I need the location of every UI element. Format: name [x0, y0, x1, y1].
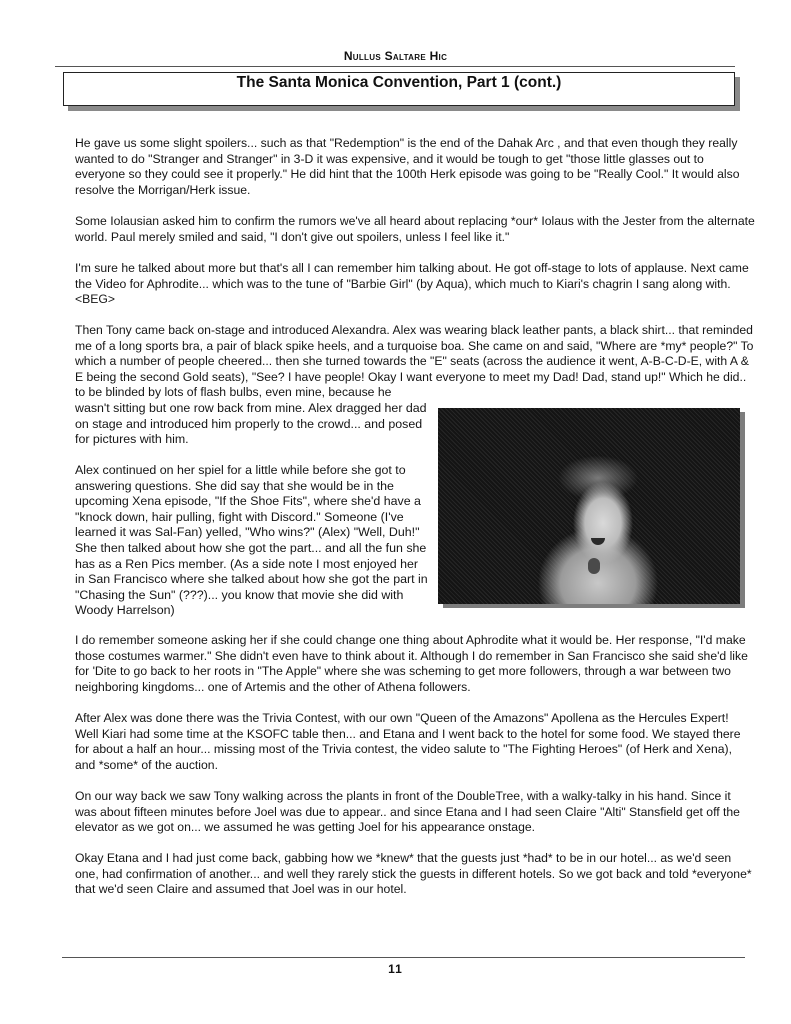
article-title: The Santa Monica Convention, Part 1 (cont.): [236, 74, 562, 91]
paragraph-spoilers: He gave us some slight spoilers... such as that "Redemption" is the end of the Dahak Arc , and that even though they really wanted to do "Stranger and Stranger" in 3-D it was expensive, and it would be tough to get "those little glasses out to everyone so they could see it properly." He did hint that the 100th Herk episode was going to be "Really Cool." It would also resolve the Morrigan/Herk issue.: [75, 136, 740, 197]
paragraph-dad: wasn't sitting but one row back from mine. Alex dragged her dad on stage and introduced him properly to the crowd... and posed for pictures with him.: [75, 401, 427, 447]
paragraph-iolaus: Some Iolausian asked him to confirm the rumors we've all heard about replacing *our* Iolaus with the Jester from the alternate world. Paul merely smiled and said, "I don't give out spoilers, unless I feel like it.": [75, 214, 755, 244]
paragraph-alexandra-intro: Then Tony came back on-stage and introduced Alexandra. Alex was wearing black leather pants, a black shirt... that reminded me of a long sports bra, a pair of black spike heels, and a turquoise boa. She came on and said, "Where are *my* people?" To which a number of people cheered... then she turned towards the "E" seats (across the audience it went, A-B-C-D-E, with A & E being the second Gold seats), "See? I have people! Okay I want everyone to meet my Dad! Dad, stand up!" Which he did.. to be blinded by lots of flash bulbs, even mine, because he: [75, 323, 754, 400]
page-number: 11: [388, 962, 403, 976]
photo-alexandra: [438, 408, 740, 604]
paragraph-aphrodite-change: I do remember someone asking her if she could change one thing about Aphrodite what it would be. Her response, "I'd make those costumes warmer." She didn't even have to think about it. Although I do remember in San Francisco she said she'd like for 'Dite to go back to her roots in "The Apple" where she was scheming to get more followers, through a war between two neighboring kingdoms... one of Artemis and the other of Athena followers.: [75, 633, 748, 694]
header-rule: [55, 66, 735, 67]
paragraph-applause: I'm sure he talked about more but that's all I can remember him talking about. He got off-stage to lots of applause. Next came the Video for Aphrodite... which was to the tune of "Barbie Girl" (by Aqua), which much to Kiari's chagrin I sang along with. <BEG>: [75, 261, 749, 307]
footer-rule: [62, 957, 745, 958]
paragraph-questions: Alex continued on her spiel for a little while before she got to answering questions. She did say that she would be in the upcoming Xena episode, "If the Shoe Fits", where she'd have a "knock down, hair pulling, fight with Discord." Someone (I've learned it was Sal-Fan) yelled, "Who wins?" (Alex) "Well, Duh!" She then talked about how she got the part... and all the fun she has as a Ren Pics member. (As a side note I most enjoyed her in San Francisco where she talked about how she got the part in "Chasing the Sun" (???)... you know that movie she did with Woody Harrelson): [75, 463, 428, 618]
running-head: Nullus Saltare Hic: [343, 49, 448, 63]
photo-face-detail: [591, 538, 605, 545]
paragraph-trivia: After Alex was done there was the Trivia Contest, with our own "Queen of the Amazons" Apollena as the Hercules Expert! Well Kiari had some time at the KSOFC table then... and Etana and I went back to the hotel for some food. We stayed there for about a half an hour... missing most of the Trivia contest, the video salute to "The Fighting Heroes" (of Herk and Xena), and *some* of the auction.: [75, 711, 741, 772]
paragraph-hotel: Okay Etana and I had just come back, gabbing how we *knew* that the guests just *had* to be in our hotel... as we'd seen one, had confirmation of another... and well they rarely stick the guests in different hotels. So we got back and told *everyone* that we'd seen Claire and assumed that Joel was in our hotel.: [75, 851, 752, 897]
microphone-detail: [588, 558, 600, 574]
paragraph-tony-doubletree: On our way back we saw Tony walking across the plants in front of the DoubleTree, with a walky-talky in his hand. Since it was about fifteen minutes before Joel was due to appear.. and since Etana and I had seen Claire "Alti" Stansfield get off the elevator as we got on... we assumed he was getting Joel for his appearance onstage.: [75, 789, 740, 835]
